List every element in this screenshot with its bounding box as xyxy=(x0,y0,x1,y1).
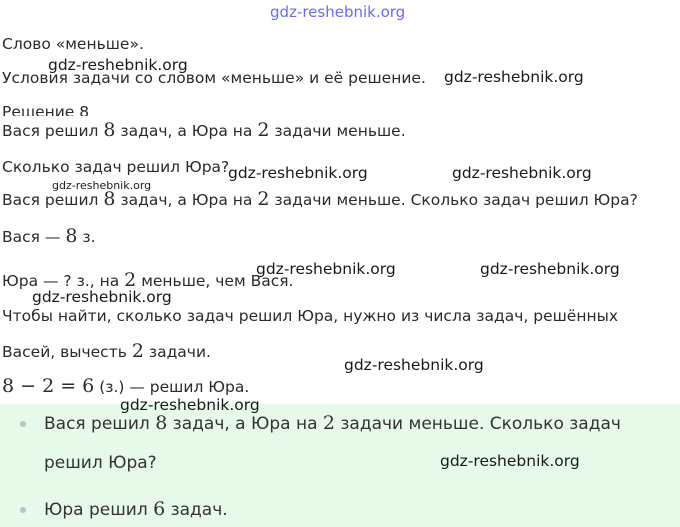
explanation-line-1: Чтобы найти, сколько задач решил Юра, нужно из числа задач, решённых xyxy=(2,307,619,325)
watermark: gdz-reshebnik.org xyxy=(48,56,188,74)
watermark: gdz-reshebnik.org xyxy=(444,68,584,86)
watermark: gdz-reshebnik.org xyxy=(344,356,484,374)
page-title: Слово «меньше». xyxy=(2,35,144,53)
vasya-line: Вася — 8 з. xyxy=(2,225,96,247)
answer-item-1: Вася решил 8 задач, а Юра на 2 задачи меньше. Сколько задач xyxy=(20,412,621,435)
formula-line: 8 − 2 = 6 (з.) — решил Юра. xyxy=(2,375,250,397)
watermark-top: gdz-reshebnik.org xyxy=(270,3,406,21)
answer-item-2: Юра решил 6 задач. xyxy=(20,498,228,521)
bullet-icon xyxy=(20,421,26,427)
watermark: gdz-reshebnik.org xyxy=(256,260,396,278)
task-question: Сколько задач решил Юра? xyxy=(2,158,230,176)
watermark: gdz-reshebnik.org xyxy=(52,179,152,192)
task-statement: Вася решил 8 задач, а Юра на 2 задачи меньше. xyxy=(2,119,406,141)
watermark: gdz-reshebnik.org xyxy=(120,396,260,414)
task-full: Вася решил 8 задач, а Юра на 2 задачи меньше. Сколько задач решил Юра? xyxy=(2,188,638,210)
watermark: gdz-reshebnik.org xyxy=(32,288,172,306)
answer-item-1-continued: решил Юра? xyxy=(44,453,157,473)
watermark: gdz-reshebnik.org xyxy=(452,164,592,182)
partially-hidden-line: Решение 8 xyxy=(2,103,90,116)
watermark: gdz-reshebnik.org xyxy=(228,164,368,182)
page-subtitle: Условия задачи со словом «меньше» и её решение. xyxy=(2,69,426,87)
explanation-line-2: Васей, вычесть 2 задачи. xyxy=(2,340,211,362)
watermark: gdz-reshebnik.org xyxy=(480,260,620,278)
watermark: gdz-reshebnik.org xyxy=(440,452,580,470)
yura-line: Юра — ? з., на 2 меньше, чем Вася. xyxy=(2,269,294,291)
bullet-icon xyxy=(20,507,26,513)
